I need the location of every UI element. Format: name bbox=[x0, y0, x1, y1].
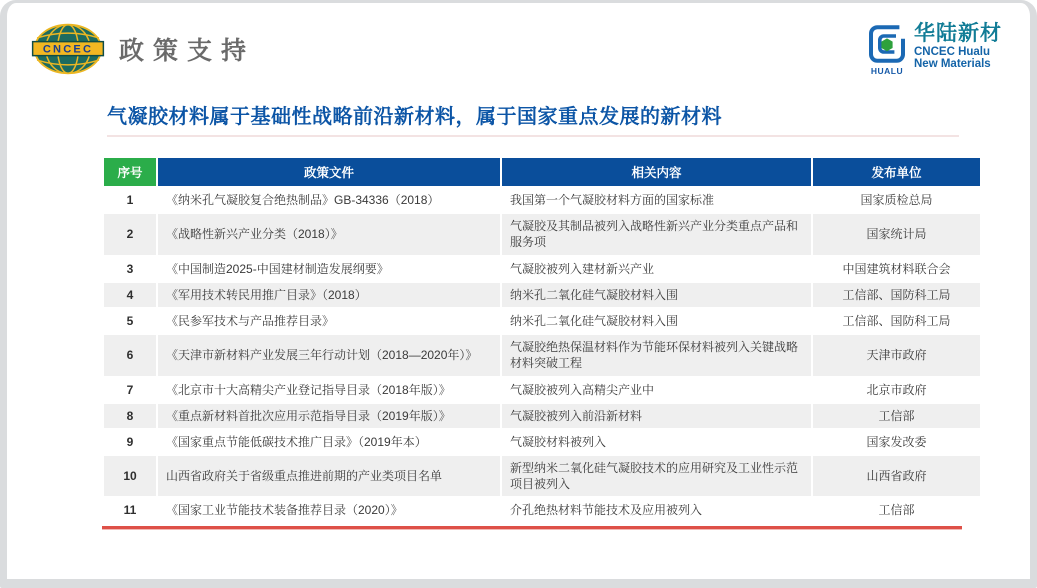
hualu-brand bbox=[867, 23, 1002, 76]
cell-no: 5 bbox=[104, 309, 156, 333]
table-row bbox=[104, 498, 980, 522]
cell-no: 1 bbox=[104, 188, 156, 212]
brand-name-cn: 华陆新材 bbox=[914, 22, 1002, 45]
policy-table-body bbox=[104, 188, 980, 523]
col-header-doc: 政策文件 bbox=[158, 158, 500, 186]
cell-unit: 工信部 bbox=[813, 498, 980, 522]
cell-unit: 天津市政府 bbox=[813, 335, 980, 375]
hualu-wordmark: HUALU bbox=[870, 66, 904, 76]
cell-doc: 《北京市十大高精尖产业登记指导目录（2018年版）》 bbox=[158, 378, 500, 402]
cell-no: 9 bbox=[104, 430, 156, 454]
policy-table bbox=[102, 156, 982, 525]
cell-unit: 中国建筑材料联合会 bbox=[813, 257, 980, 281]
cell-no: 2 bbox=[104, 214, 156, 254]
page-title: 气凝胶材料属于基础性战略前沿新材料，属于国家重点发展的新材料 bbox=[107, 106, 722, 128]
table-row bbox=[104, 214, 980, 254]
cell-no: 10 bbox=[104, 456, 156, 496]
cell-doc: 《军用技术转民用推广目录》（2018） bbox=[158, 283, 500, 307]
cell-content: 气凝胶被列入建材新兴产业 bbox=[502, 257, 811, 281]
cell-content: 我国第一个气凝胶材料方面的国家标准 bbox=[502, 188, 811, 212]
cell-doc: 《中国制造2025-中国建材制造发展纲要》 bbox=[158, 257, 500, 281]
cell-content: 气凝胶材料被列入 bbox=[502, 430, 811, 454]
cell-unit: 工信部 bbox=[813, 404, 980, 428]
hualu-logo-icon bbox=[867, 23, 907, 65]
policy-table-wrap bbox=[102, 156, 962, 530]
cell-content: 气凝胶及其制品被列入战略性新兴产业分类重点产品和服务项 bbox=[502, 214, 811, 254]
cell-content: 新型纳米二氧化硅气凝胶技术的应用研究及工业性示范项目被列入 bbox=[502, 456, 811, 496]
col-header-unit: 发布单位 bbox=[813, 158, 980, 186]
brand-name-en-2: New Materials bbox=[914, 58, 991, 71]
svg-text:CNCEC: CNCEC bbox=[42, 43, 94, 56]
col-header-no: 序号 bbox=[104, 158, 156, 186]
cell-doc: 山西省政府关于省级重点推进前期的产业类项目名单 bbox=[158, 456, 500, 496]
cell-doc: 《重点新材料首批次应用示范指导目录（2019年版）》 bbox=[158, 404, 500, 428]
cell-unit: 国家发改委 bbox=[813, 430, 980, 454]
cell-unit: 工信部、国防科工局 bbox=[813, 283, 980, 307]
cell-no: 4 bbox=[104, 283, 156, 307]
cncec-logo-icon bbox=[31, 21, 105, 77]
cell-unit: 北京市政府 bbox=[813, 378, 980, 402]
policy-table-header bbox=[104, 158, 980, 186]
table-row bbox=[104, 378, 980, 402]
table-row bbox=[104, 335, 980, 375]
cell-doc: 《纳米孔气凝胶复合绝热制品》GB-34336（2018） bbox=[158, 188, 500, 212]
cell-no: 3 bbox=[104, 257, 156, 281]
table-row bbox=[104, 283, 980, 307]
cell-content: 介孔绝热材料节能技术及应用被列入 bbox=[502, 498, 811, 522]
cell-content: 气凝胶被列入高精尖产业中 bbox=[502, 378, 811, 402]
table-row bbox=[104, 257, 980, 281]
cell-doc: 《战略性新兴产业分类（2018）》 bbox=[158, 214, 500, 254]
cell-doc: 《国家工业节能技术装备推荐目录（2020）》 bbox=[158, 498, 500, 522]
table-row bbox=[104, 430, 980, 454]
cell-content: 气凝胶绝热保温材料作为节能环保材料被列入关键战略材料突破工程 bbox=[502, 335, 811, 375]
cell-doc: 《天津市新材料产业发展三年行动计划（2018—2020年）》 bbox=[158, 335, 500, 375]
cell-unit: 国家质检总局 bbox=[813, 188, 980, 212]
cell-no: 8 bbox=[104, 404, 156, 428]
col-header-content: 相关内容 bbox=[502, 158, 811, 186]
cell-content: 气凝胶被列入前沿新材料 bbox=[502, 404, 811, 428]
bottom-accent-line bbox=[102, 526, 962, 530]
cell-content: 纳米孔二氧化硅气凝胶材料入围 bbox=[502, 283, 811, 307]
table-row bbox=[104, 188, 980, 212]
cell-doc: 《国家重点节能低碳技术推广目录》（2019年本） bbox=[158, 430, 500, 454]
table-row bbox=[104, 404, 980, 428]
cell-no: 11 bbox=[104, 498, 156, 522]
table-row bbox=[104, 456, 980, 496]
cell-no: 7 bbox=[104, 378, 156, 402]
cell-doc: 《民参军技术与产品推荐目录》 bbox=[158, 309, 500, 333]
cell-unit: 国家统计局 bbox=[813, 214, 980, 254]
slide-header bbox=[31, 21, 255, 77]
table-row bbox=[104, 309, 980, 333]
cell-unit: 山西省政府 bbox=[813, 456, 980, 496]
brand-name-en-1: CNCEC Hualu bbox=[914, 45, 991, 58]
section-title: 政策支持 bbox=[119, 36, 256, 65]
cell-content: 纳米孔二氧化硅气凝胶材料入围 bbox=[502, 309, 811, 333]
cell-no: 6 bbox=[104, 335, 156, 375]
cell-unit: 工信部、国防科工局 bbox=[813, 309, 980, 333]
title-underline bbox=[107, 135, 959, 137]
